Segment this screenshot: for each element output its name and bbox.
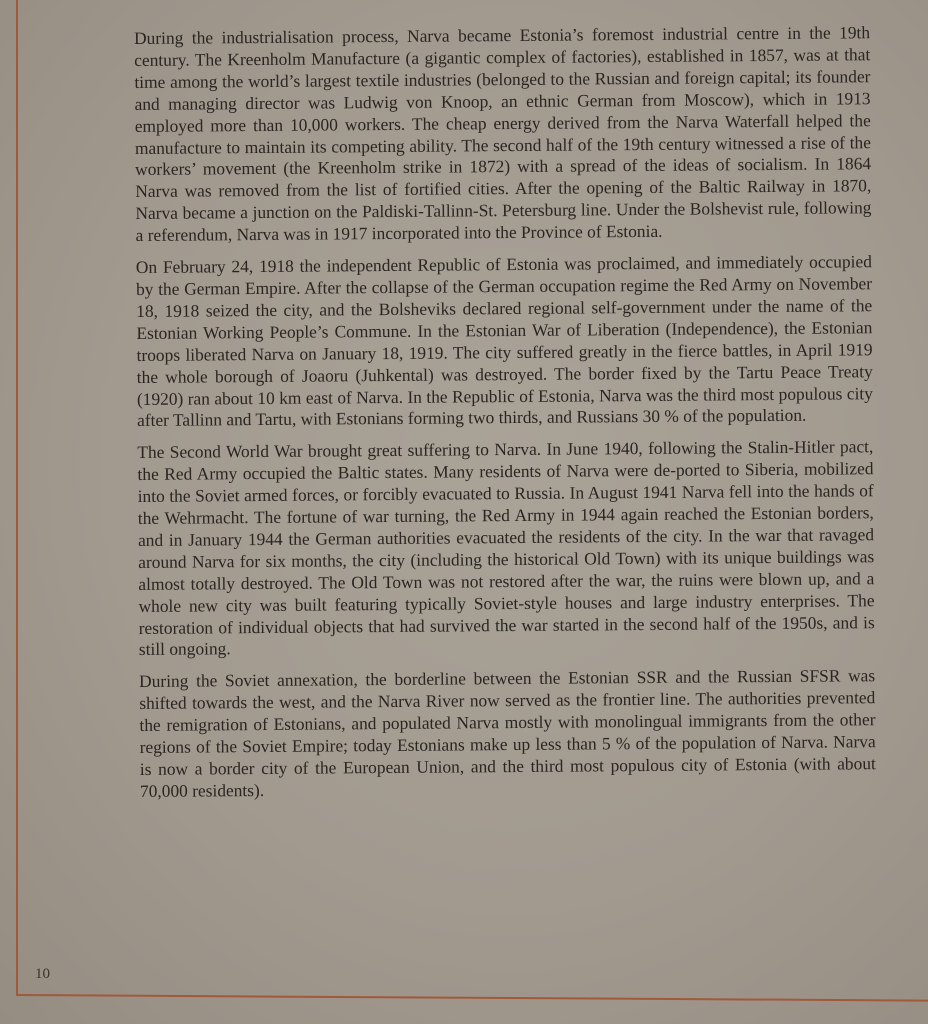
page-frame-bottom-rule: [16, 994, 928, 1002]
paragraph-soviet-annexation: During the Soviet annexation, the borderline between the Estonian SSR and the Russian SFSR was shifted towards the west, and the Narva River now served as the frontier line. The authorities prevented the remigration of Estonians, and populated Narva mostly with monolingual immigrants from the other regions of the Soviet Empire; today Estonians make up less than 5 % of the population of Narva. Narva is now a border city of the European Union, and the third most populous city of Estonia (with about 70,000 residents).: [139, 665, 876, 801]
page-frame-left-rule: [16, 0, 18, 996]
body-text: [134, 22, 876, 813]
paragraph-independence: On February 24, 1918 the independent Republic of Estonia was proclaimed, and immediately occupied by the German Empire. After the collapse of the German occupation regime the Red Army on November 18, 1918 seized the city, and the Bolsheviks declared regional self-government under the name of the Estonian Working People’s Commune. In the Estonian War of Liberation (Independence), the Estonian troops liberated Narva on January 18, 1919. The city suffered greatly in the fierce battles, in April 1919 the whole borough of Joaoru (Juhkental) was destroyed. The border fixed by the Tartu Peace Treaty (1920) ran about 10 km east of Narva. In the Republic of Estonia, Narva was the third most populous city after Tallinn and Tartu, with Estonians forming two thirds, and Russians 30 % of the population.: [135, 251, 873, 431]
page-number: 10: [35, 966, 50, 982]
paragraph-second-world-war: The Second World War brought great suffering to Narva. In June 1940, following the Stalin-Hitler pact, the Red Army occupied the Baltic states. Many residents of Narva were de-ported to Siberia, mobilized into the Soviet armed forces, or forcibly evacuated to Russia. In August 1941 Narva fell into the hands of the Wehrmacht. The fortune of war turning, the Red Army in 1944 again reached the Estonian borders, and in January 1944 the German authorities evacuated the residents of the city. In the war that ravaged around Narva for six months, the city (including the historical Old Town) with its unique buildings was almost totally destroyed. The Old Town was not restored after the war, the ruins were blown up, and a whole new city was built featuring typically Soviet-style houses and large industry enterprises. The restoration of individual objects that had survived the war started in the second half of the 1950s, and is still ongoing.: [137, 436, 875, 660]
paragraph-industrialisation: During the industrialisation process, Narva became Estonia’s foremost industrial centre in the 19th century. The Kreenholm Manufacture (a gigantic complex of factories), established in 1857, was at that time among the world’s largest textile industries (belonged to the Russian and foreign capital; its founder and managing director was Ludwig von Knoop, an ethnic German from Moscow), which in 1913 employed more than 10,000 workers. The cheap energy derived from the Narva Waterfall helped the manufacture to maintain its competing ability. The second half of the 19th century witnessed a rise of the workers’ movement (the Kreenholm strike in 1872) with a spread of the ideas of socialism. In 1864 Narva was removed from the list of fortified cities. After the opening of the Baltic Railway in 1870, Narva became a junction on the Paldiski-Tallinn-St. Petersburg line. Under the Bolshevist rule, following a referendum, Narva was in 1917 incorporated into the Province of Estonia.: [134, 22, 872, 246]
